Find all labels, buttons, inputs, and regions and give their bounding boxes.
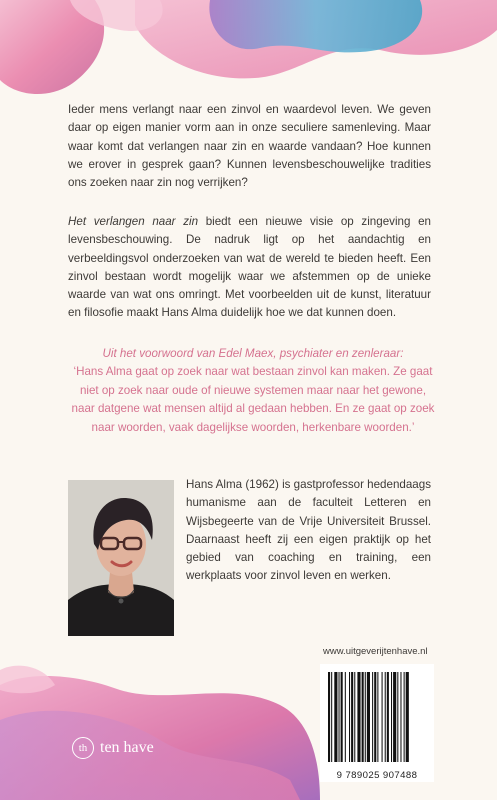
isbn-barcode: [320, 664, 434, 782]
publisher-mark-icon: th: [72, 737, 94, 759]
description-paragraph: [68, 213, 431, 323]
publisher-logo: [72, 737, 154, 759]
publisher-name: ten have: [100, 739, 154, 756]
decorative-watercolor-top: [0, 0, 497, 105]
quote-body: ‘Hans Alma gaat op zoek naar wat bestaan zinvol kan maken. Ze gaat niet op zoek naar oude of nieuwe systemen maar naar het gewone, naar datgene wat mensen altijd al gedaan hebben. En ze gaat op zoek naar woorden, vaak dagelijkse woorden, herkenbare woorden.’: [71, 365, 435, 434]
quote-attribution: Uit het voorwoord van Edel Maex, psychiater en zenleraar:: [102, 347, 404, 360]
barcode-icon: [320, 664, 434, 770]
author-photo: [68, 480, 174, 636]
foreword-quote: [68, 345, 438, 437]
description-rest: biedt een nieuwe visie op zingeving en levensbeschouwing. De nadruk ligt op het aandachtig en verbeeldingsvol onderzoeken van wat de wereld te bieden heeft. Een zinvol bestaan wordt mogelijk waar we afstemmen op de unieke waarde van wat ons omringt. Met voorbeelden uit de kunst, literatuur en filosofie maakt Hans Alma duidelijk hoe we dat kunnen doen.: [68, 215, 431, 320]
author-bio: Hans Alma (1962) is gastprofessor hedendaags humanisme aan de faculteit Letteren en Wijsbegeerte van de Vrije Universiteit Brussel. Daarnaast heeft zij een eigen praktijk op het gebied van coaching en training, een werkplaats voor zinvol leven en werken.: [186, 478, 431, 583]
intro-paragraph: Ieder mens verlangt naar een zinvol en waardevol leven. We geven daar op eigen manier vorm aan in onze seculiere samenleving. Maar waar komt dat verlangen naar zin en waarde vandaan? Hoe kunnen we erover in gesprek gaan? Kunnen levensbeschouwelijke tradities ons zoeken naar zin nog verrijken?: [68, 103, 431, 190]
publisher-website: www.uitgeverijtenhave.nl: [323, 646, 428, 657]
decorative-watercolor-bottom: [0, 660, 320, 800]
book-title-italic: Het verlangen naar zin: [68, 215, 199, 228]
isbn-number: 9 789025 907488: [336, 770, 418, 781]
